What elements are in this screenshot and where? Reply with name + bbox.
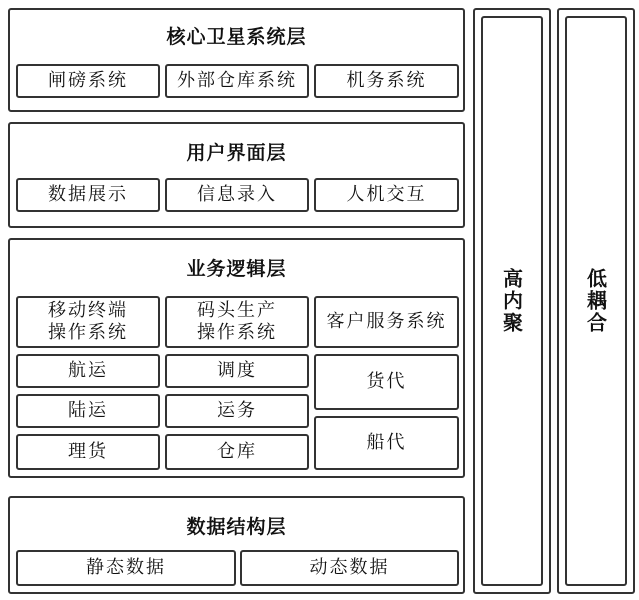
box-line: 操作系统 [48, 322, 128, 343]
terminal-production-os [165, 296, 309, 348]
layer-title: 用户界面层 [186, 142, 287, 164]
transport-affairs: 运务 [165, 394, 309, 428]
box-line: 操作系统 [197, 322, 277, 343]
layer-title: 业务逻辑层 [186, 258, 287, 280]
machinery-system: 机务系统 [314, 64, 459, 98]
high-cohesion-bar [473, 8, 551, 594]
box-line: 移动终端 [48, 300, 128, 321]
user-interface-layer [8, 122, 465, 228]
low-coupling-bar [557, 8, 635, 594]
mobile-terminal-os [16, 296, 160, 348]
warehouse: 仓库 [165, 434, 309, 470]
ship-agent: 船代 [314, 416, 459, 470]
layer-title: 数据结构层 [186, 516, 287, 538]
shipping: 航运 [16, 354, 160, 388]
core-satellite-layer [8, 8, 465, 112]
dynamic-data: 动态数据 [240, 550, 459, 586]
box-line: 码头生产 [197, 300, 277, 321]
freight-agent: 货代 [314, 354, 459, 410]
high-cohesion-inner [481, 16, 543, 586]
gate-weighbridge-system: 闸磅系统 [16, 64, 160, 98]
dispatch: 调度 [165, 354, 309, 388]
data-display: 数据展示 [16, 178, 160, 212]
high-cohesion-label: 高内聚 [499, 268, 524, 334]
info-entry: 信息录入 [165, 178, 309, 212]
land-transport: 陆运 [16, 394, 160, 428]
low-coupling-label: 低耦合 [583, 268, 608, 334]
data-structure-layer [8, 496, 465, 594]
tally: 理货 [16, 434, 160, 470]
customer-service-system: 客户服务系统 [314, 296, 459, 348]
business-logic-layer [8, 238, 465, 478]
static-data: 静态数据 [16, 550, 236, 586]
layer-title: 核心卫星系统层 [166, 26, 307, 48]
human-computer-interaction: 人机交互 [314, 178, 459, 212]
low-coupling-inner [565, 16, 627, 586]
external-warehouse-system: 外部仓库系统 [165, 64, 309, 98]
